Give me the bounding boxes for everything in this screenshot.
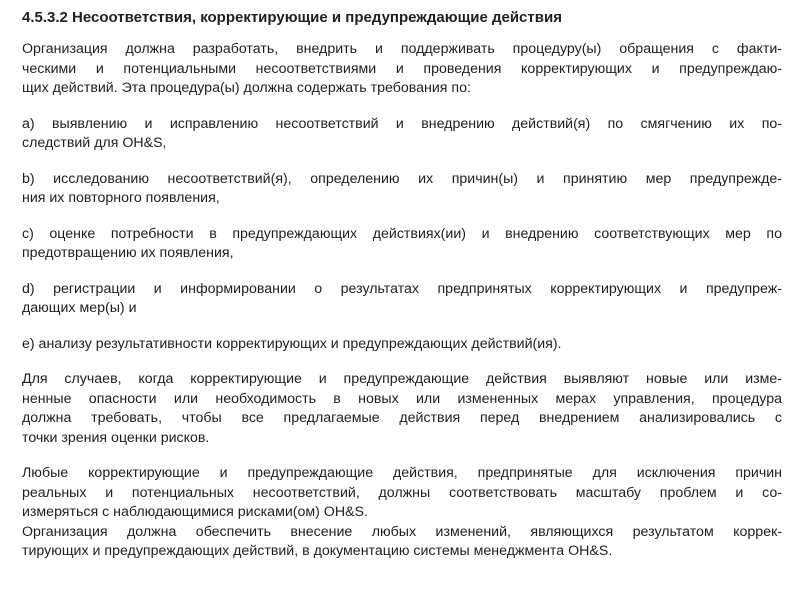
list-item-b [22,170,782,209]
text-line: b) исследованию несоответствий(я), определению их причин(ы) и принятию мер предупрежде- [22,170,782,187]
list-item-e [22,335,782,355]
text-line: реальных и потенциальных несоответствий, должны соответствовать масштабу проблем и со- [22,484,782,501]
text-line: тирующих и предупреждающих действий, в документацию системы менеджмента OH&S. [22,543,613,559]
text-line: измеряться с наблюдающимися рисками(ом) OH&S. [22,504,368,520]
text-line: ния их повторного появления, [22,190,220,206]
paragraph-risk-assessment [22,370,782,448]
text-line: дающих мер(ы) и [22,300,137,316]
list-item-d [22,280,782,319]
list-item-c [22,225,782,264]
text-line: точки зрения оценки рисков. [22,429,210,446]
text-line: с) оценке потребности в предупреждающих действиях(ии) и внедрению соответствующих мер по [22,225,782,242]
text-line: Для случаев, когда корректирующие и предупреждающие действия выявляют новые или изме- [22,371,782,387]
text-line: d) регистрации и информировании о результатах предпринятых корректирующих и предупреж- [22,280,782,297]
text-line: должна требовать, чтобы все предлагаемые действия перед внедрением анализировались с [22,410,782,426]
text-line: щих действий. Эта процедура(ы) должна содержать требования по: [22,80,471,96]
paragraph-intro [22,40,782,99]
text-line: ческими и потенциальными несоответствиями и проведения корректирующих и предупреждаю- [22,60,782,77]
text-line: ненные опасности или необходимость в новых или измененных мерах управления, процедура [22,390,782,407]
text-line: Организация должна разработать, внедрить и поддерживать процедуру(ы) обращения с факти- [22,41,782,57]
document-page [22,8,782,562]
text-line: Организация должна обеспечить внесение любых изменений, являющихся результатом коррек- [22,523,782,540]
text-line: е) анализу результативности корректирующих и предупреждающих действий(ия). [22,335,562,352]
paragraph-proportionality [22,464,782,523]
text-line: Любые корректирующие и предупреждающие действия, предпринятые для исключения причин [22,465,782,481]
text-line: предотвращению их появления, [22,245,234,261]
list-item-a [22,115,782,154]
section-heading: 4.5.3.2 Несоответствия, корректирующие и предупреждающие действия [22,9,562,26]
text-line: следствий для OH&S, [22,135,167,151]
paragraph-documentation [22,523,782,562]
text-line: а) выявлению и исправлению несоответствий и внедрению действий(я) по смягчению их по- [22,115,782,132]
